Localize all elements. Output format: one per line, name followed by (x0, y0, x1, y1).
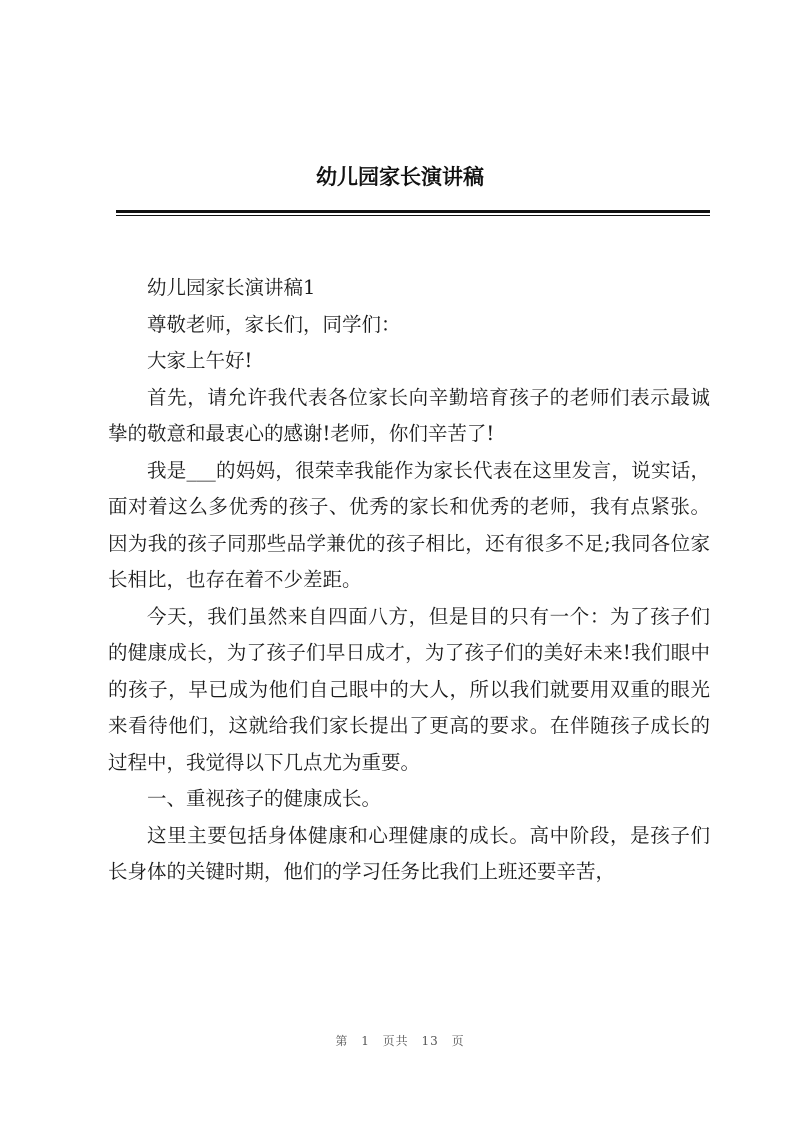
paragraph-purpose: 今天，我们虽然来自四面八方，但是目的只有一个：为了孩子们的健康成长，为了孩子们早日成才，为了孩子们的美好未来!我们眼中的孩子，早已成为他们自己眼中的大人，所以我们就要用双重的眼光来看待他们，这就给我们家长提出了更高的要求。在伴随孩子成长的过程中，我觉得以下几点尤为重要。 (108, 604, 710, 774)
document-body (108, 270, 710, 891)
paragraph-thanks: 首先，请允许我代表各位家长向辛勤培育孩子的老师们表示最诚挚的敬意和最衷心的感谢!老师，你们辛苦了! (108, 385, 710, 445)
title-divider-thin (116, 215, 710, 216)
paragraph-section-one-heading: 一、重视孩子的健康成长。 (147, 787, 382, 810)
paragraph-health: 这里主要包括身体健康和心理健康的成长。高中阶段，是孩子们长身体的关键时期，他们的学习任务比我们上班还要辛苦， (108, 823, 710, 883)
paragraph-heading: 幼儿园家长演讲稿1 (147, 276, 316, 299)
page-number-footer: 第 1 页共 13 页 (335, 1034, 465, 1048)
paragraph-introduction: 我是___的妈妈，很荣幸我能作为家长代表在这里发言，说实话，面对着这么多优秀的孩子、优秀的家长和优秀的老师，我有点紧张。因为我的孩子同那些品学兼优的孩子相比，还有很多不足;我同各位家长相比，也存在着不少差距。 (108, 458, 710, 591)
document-title: 幼儿园家长演讲稿 (316, 164, 484, 189)
paragraph-greeting: 大家上午好! (147, 349, 253, 372)
title-divider-thick (116, 210, 710, 213)
paragraph-salutation: 尊敬老师，家长们，同学们： (147, 312, 401, 336)
